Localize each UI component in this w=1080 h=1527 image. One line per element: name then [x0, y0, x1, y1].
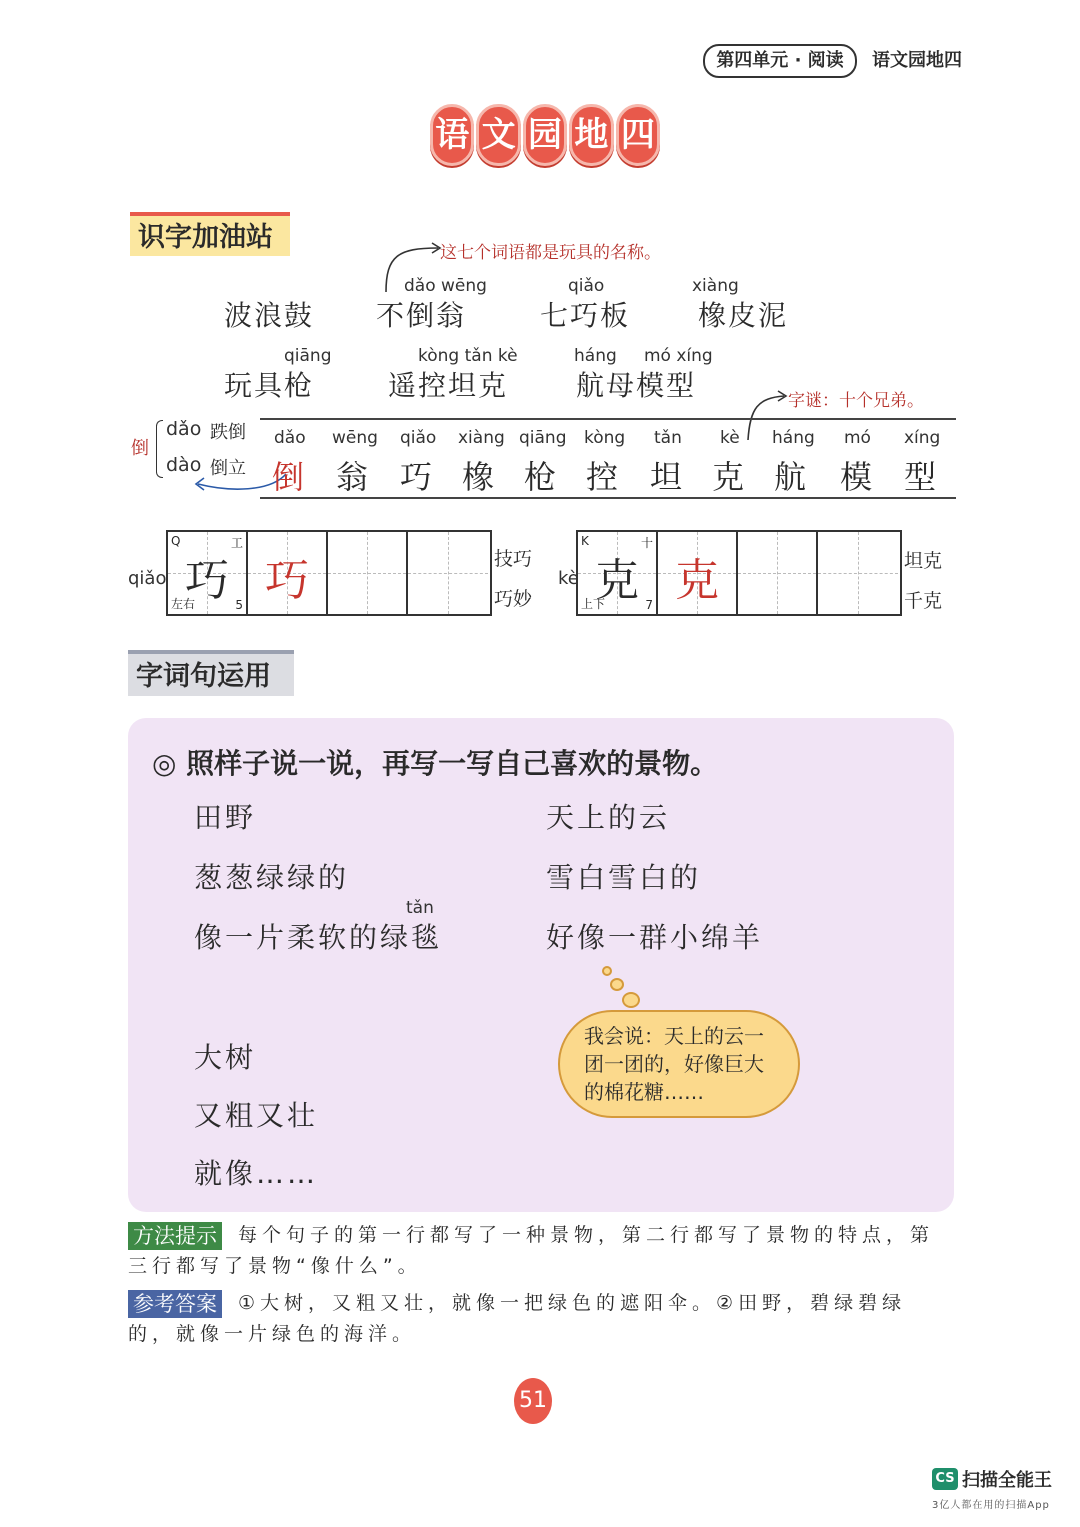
pinyin: tǎn [406, 898, 434, 918]
section-label: 语文园地四 [872, 50, 962, 71]
pinyin: tǎn [654, 428, 682, 448]
polyphone-words: 倒立 [210, 458, 246, 479]
char-pinyin-row [260, 428, 956, 450]
grid-hint: 7 [645, 598, 653, 612]
model-char: 巧 [185, 555, 229, 606]
grid-cell [578, 532, 658, 614]
pinyin: kè [720, 428, 740, 448]
compound-word: 巧妙 [494, 588, 533, 610]
example-line: 就像…… [194, 1157, 319, 1190]
watermark-slogan: 3亿人都在用的扫描App [932, 1500, 1050, 1511]
pinyin: qiǎo [128, 568, 167, 589]
pinyin: kòng [584, 428, 626, 448]
watermark-name: 扫描全能王 [962, 1470, 1052, 1491]
pinyin: qiāng [519, 428, 567, 448]
compound-word: 技巧 [494, 548, 533, 570]
scanner-watermark [932, 1466, 1052, 1511]
writing-grid [166, 530, 492, 616]
word: 航母模型 [576, 369, 697, 402]
char-row [260, 452, 956, 494]
page-number: 51 [514, 1378, 552, 1424]
title-char: 四 [616, 104, 660, 166]
title-char: 园 [523, 104, 567, 166]
char: 倒 [272, 458, 305, 496]
answer-label: 参考答案 [128, 1290, 222, 1318]
example-line: 大树 [194, 1041, 257, 1074]
pinyin: xiàng [692, 276, 739, 296]
pinyin: mó xíng [644, 346, 713, 366]
char: 巧 [400, 458, 433, 496]
pinyin: qiǎo [400, 428, 437, 448]
grid-hint: 工 [230, 536, 243, 550]
example-line: 田野 [194, 801, 257, 834]
grid-hint: 上下 [581, 597, 606, 611]
traced-char: 克 [675, 555, 719, 606]
grid-hint: 十 [640, 536, 653, 550]
grid-hint: 5 [235, 598, 243, 612]
grid-cell [408, 532, 488, 614]
bubble-text: 我会说：天上的云一团一团的，好像巨大的棉花糖…… [584, 1024, 764, 1104]
brace [156, 420, 163, 478]
cs-logo-icon: CS [932, 1468, 958, 1490]
pinyin: dǎo [274, 428, 306, 448]
pinyin: dǎo wēng [404, 276, 487, 296]
char: 橡 [462, 458, 495, 496]
polyphone-char: 倒 [131, 438, 149, 459]
annotation-note: 这七个词语都是玩具的名称。 [440, 243, 661, 263]
grid-cell [658, 532, 738, 614]
word: 波浪鼓 [224, 299, 315, 332]
word: 七巧板 [540, 299, 631, 332]
char: 型 [904, 458, 937, 496]
title-char: 语 [430, 104, 474, 166]
pinyin: dǎo [166, 418, 202, 440]
grid-hint: K [581, 534, 589, 548]
pinyin: dào [166, 454, 202, 476]
example-line: 像一片柔软的绿毯 [194, 921, 443, 954]
grid-hint: Q [171, 534, 181, 548]
title-char: 地 [569, 104, 613, 166]
char: 枪 [524, 458, 557, 496]
char: 模 [840, 458, 873, 496]
bubble-dot [602, 966, 612, 976]
annotation-note: 字谜：十个兄弟。 [788, 391, 924, 411]
word: 橡皮泥 [698, 299, 789, 332]
pinyin: kòng tǎn kè [418, 346, 518, 366]
page-title [430, 104, 660, 166]
grid-hint: 左右 [171, 597, 196, 611]
grid-cell [738, 532, 818, 614]
pinyin: háng [772, 428, 815, 448]
example-line: 又粗又壮 [194, 1099, 319, 1132]
char: 坦 [650, 458, 683, 496]
pinyin: qiǎo [568, 276, 605, 296]
pinyin: qiāng [284, 346, 332, 366]
pinyin: kè [558, 568, 579, 589]
char: 克 [712, 458, 745, 496]
char: 航 [774, 458, 807, 496]
word: 遥控坦克 [388, 369, 509, 402]
pinyin: háng [574, 346, 617, 366]
model-char: 克 [595, 555, 639, 606]
section-heading-usage: 字词句运用 [128, 650, 294, 696]
answer-text: ①大树，又粗又壮，就像一把绿色的遮阳伞。②田野，碧绿碧绿的，就像一片绿色的海洋。 [128, 1292, 907, 1345]
example-line: 雪白雪白的 [546, 861, 702, 894]
bubble-dot [622, 992, 640, 1008]
bubble-dot [610, 978, 624, 991]
rule-line [260, 418, 956, 420]
traced-char: 巧 [265, 555, 309, 606]
char: 控 [586, 458, 619, 496]
unit-label: 第四单元 · 阅读 [703, 44, 857, 78]
pinyin: xíng [904, 428, 941, 448]
compound-word: 坦克 [904, 550, 943, 572]
example-line: 天上的云 [546, 801, 671, 834]
exercise-panel [128, 718, 954, 1212]
compound-word: 千克 [904, 590, 943, 612]
title-char: 文 [476, 104, 520, 166]
grid-cell [818, 532, 898, 614]
example-line: 好像一群小绵羊 [546, 921, 764, 954]
grid-cell [248, 532, 328, 614]
pinyin: mó [844, 428, 871, 448]
polyphone-words: 跌倒 [210, 422, 246, 443]
writing-grid [576, 530, 902, 616]
char: 翁 [336, 458, 369, 496]
exercise-instruction: ◎ 照样子说一说，再写一写自己喜欢的景物。 [152, 747, 719, 780]
word: 不倒翁 [376, 299, 467, 332]
pinyin: wēng [332, 428, 378, 448]
section-heading-literacy: 识字加油站 [130, 212, 290, 256]
grid-cell [328, 532, 408, 614]
tip-text: 每个句子的第一行都写了一种景物，第二行都写了景物的特点，第三行都写了景物“像什么”。 [128, 1224, 935, 1277]
tip-label: 方法提示 [128, 1222, 222, 1250]
grid-cell [168, 532, 248, 614]
example-line: 葱葱绿绿的 [194, 861, 350, 894]
word: 玩具枪 [224, 369, 315, 402]
pinyin: xiàng [458, 428, 505, 448]
